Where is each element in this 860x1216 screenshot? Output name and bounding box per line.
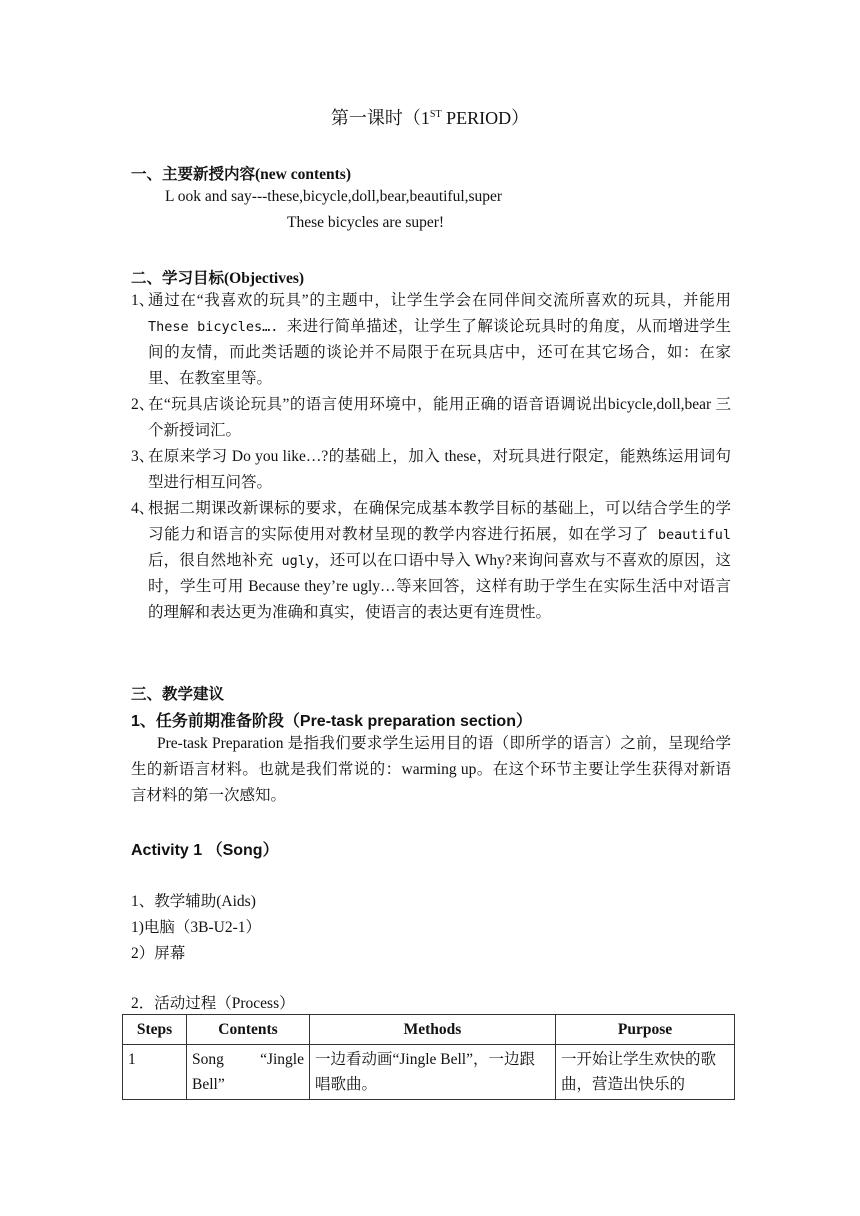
title-superscript: ST	[429, 109, 442, 120]
objective-number: 2、	[131, 396, 155, 413]
table-cell: 一开始让学生欢快的歌曲，营造出快乐的	[556, 1045, 735, 1100]
table-header-cell: Contents	[187, 1015, 310, 1045]
objective-code: beautiful	[649, 527, 731, 543]
table-row	[123, 1045, 735, 1100]
table-header-cell: Purpose	[556, 1015, 735, 1045]
aid-item-screen: 2）屏幕	[131, 945, 186, 962]
objective-number: 3、	[131, 448, 155, 465]
section-heading-new-contents: 一、主要新授内容(new contents)	[131, 166, 351, 183]
table-header-cell: Steps	[123, 1015, 187, 1045]
objective-number: 1、	[131, 292, 155, 309]
title-prefix: 第一课时（1	[330, 108, 430, 128]
objective-code: These bicycles….	[148, 319, 287, 335]
table-header-row	[123, 1015, 735, 1045]
objective-item-3	[131, 444, 731, 496]
pre-task-paragraph: Pre-task Preparation 是指我们要求学生运用目的语（即所学的语言）之前，呈现给学生的新语言材料。也就是我们常说的：warming up。在这个环节主要让学生获得对新语言材料的第一次感知。	[131, 735, 731, 804]
aid-item-computer: 1)电脑（3B-U2-1）	[131, 919, 262, 936]
aids-heading: 1、教学辅助(Aids)	[131, 893, 256, 910]
subsection-heading-pre-task: 1、任务前期准备阶段（Pre-task preparation section）	[131, 713, 532, 730]
new-contents-line-2: These bicycles are super!	[287, 214, 445, 231]
section-heading-objectives: 二、学习目标(Objectives)	[131, 270, 305, 287]
objective-text: 在原来学习 Do you like…?的基础上，加入 these，对玩具进行限定，能熟练运用词句型进行相互问答。	[148, 448, 731, 491]
page-title	[0, 104, 860, 130]
objective-text: 后，很自然地补充	[148, 552, 274, 569]
objective-item-4	[131, 496, 731, 626]
new-contents-line-1: L ook and say---these,bicycle,doll,bear,beautiful,super	[165, 188, 503, 205]
table-cell: Song “Jingle Bell”	[187, 1045, 310, 1100]
objective-item-2	[131, 392, 731, 444]
objective-text: 根据二期课改新课标的要求，在确保完成基本教学目标的基础上，可以结合学生的学习能力和语言的实际使用对教材呈现的教学内容进行拓展，如在学习了	[148, 500, 731, 543]
objective-text: 在“玩具店谈论玩具”的语言使用环境中，能用正确的语音语调说出bicycle,doll,bear 三个新授词汇。	[148, 396, 731, 439]
table-header-cell: Methods	[310, 1015, 556, 1045]
activity-heading: Activity 1 （Song）	[131, 842, 279, 859]
objective-number: 4、	[131, 500, 155, 517]
objective-code: ugly	[273, 553, 315, 569]
objective-text: 通过在“我喜欢的玩具”的主题中，让学生学会在同伴间交流所喜欢的玩具，并能用	[148, 292, 731, 309]
table-cell: 1	[123, 1045, 187, 1100]
objective-text: 来进行简单描述，让学生了解谈论玩具时的角度，从而增进学生间的友情，而此类话题的谈论并不局限于在玩具店中，还可在其它场合，如：在家里、在教室里等。	[148, 318, 731, 387]
table-cell: 一边看动画“Jingle Bell”，一边跟唱歌曲。	[310, 1045, 556, 1100]
objective-item-1	[131, 288, 731, 392]
title-suffix: PERIOD）	[441, 108, 530, 128]
objective-text: ，还可以在口语中导入 Why?来询问喜欢与不喜欢的原因，这时，学生可用 Because they’re ugly…等来回答，这样有助于学生在实际生活中对语言的理解和表达更为准确和真实，使语言的表达更有连贯性。	[148, 552, 731, 621]
section-heading-teaching-suggestions: 三、教学建议	[131, 686, 225, 703]
process-table	[122, 1014, 735, 1100]
process-heading: 2．活动过程（Process）	[131, 995, 295, 1012]
